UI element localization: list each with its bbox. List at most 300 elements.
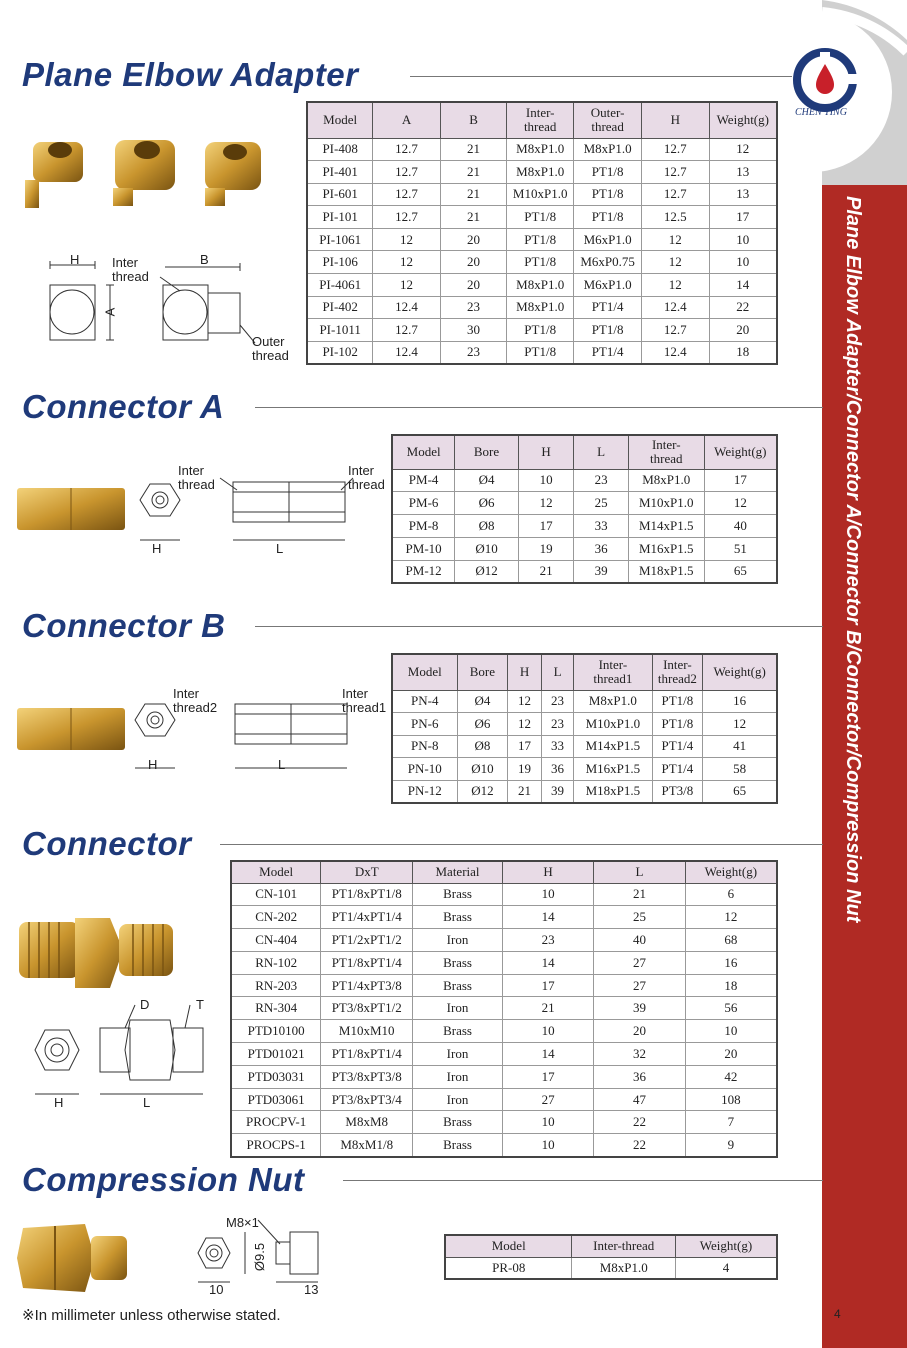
table-cell: PT1/8 [652,690,703,713]
table-cell: 18 [685,974,777,997]
table-cell: 12 [642,274,710,297]
table-cell: 12 [685,906,777,929]
label-width-13: 13 [304,1282,319,1297]
table-cell: 12.7 [373,138,441,161]
column-header: Bore [455,435,519,469]
table-cell: PT1/8 [507,251,574,274]
table-cell: 12 [703,713,777,736]
label-b: B [200,252,209,267]
table-cell: PN-6 [392,713,457,736]
column-header: Weight(g) [709,102,777,138]
table-cell: 68 [685,929,777,952]
column-header: L [541,654,574,690]
table-cell: PT3/8xPT3/4 [321,1088,413,1111]
label-l: L [143,1095,151,1110]
table-cell: 65 [704,560,777,583]
table-cell: 12.7 [373,161,441,184]
table-cell: M18xP1.5 [574,780,652,803]
table-row [392,690,777,713]
table-cell: PT1/8 [507,319,574,342]
table-cell: PTD10100 [231,1020,321,1043]
column-header: Inter- thread2 [652,654,703,690]
label-inter-thread: Inter thread [112,255,149,284]
table-cell: PI-101 [307,206,373,229]
table-row [231,1134,777,1157]
column-header: Weight(g) [704,435,777,469]
connector-table [230,860,778,1158]
column-header: Model [231,861,321,883]
table-row [392,515,777,538]
table-cell: 10 [685,1020,777,1043]
table-cell: PT1/8 [652,713,703,736]
table-cell: 20 [685,1043,777,1066]
label-outer-thread: Outer thread [252,334,289,363]
column-header: Weight(g) [703,654,777,690]
table-row [392,735,777,758]
table-cell: 21 [594,883,685,906]
section-title-connector-b: Connector B [22,607,226,644]
table-cell: 108 [685,1088,777,1111]
table-cell: 21 [440,138,506,161]
table-cell: PT1/8 [507,206,574,229]
table-cell: PI-601 [307,183,373,206]
table-cell: 56 [685,997,777,1020]
table-cell: 39 [574,560,629,583]
table-header-row [392,654,777,690]
table-cell: PT1/8xPT1/4 [321,1043,413,1066]
table-cell: 33 [541,735,574,758]
table-cell: 27 [594,974,685,997]
table-header-row [231,861,777,883]
divider [255,626,823,627]
table-cell: 20 [440,274,506,297]
table-cell: 12.7 [642,319,710,342]
column-header: Inter-thread [572,1235,676,1257]
table-cell: PR-08 [445,1257,572,1279]
table-cell: 21 [440,206,506,229]
section-title-connector-a: Connector A [22,388,225,425]
table-cell: Brass [413,1111,503,1134]
column-header: Model [392,654,457,690]
table-cell: 19 [508,758,542,781]
table-cell: 12.7 [642,138,710,161]
table-cell: 10 [709,251,777,274]
table-cell: Ø4 [455,469,519,492]
table-cell: 21 [440,161,506,184]
table-cell: PI-106 [307,251,373,274]
table-cell: 18 [709,341,777,364]
table-cell: 17 [508,735,542,758]
table-row [307,319,777,342]
table-cell: 32 [594,1043,685,1066]
table-row [231,1065,777,1088]
table-cell: PT1/4xPT1/4 [321,906,413,929]
table-cell: 36 [574,537,629,560]
table-cell: 10 [502,1111,593,1134]
table-cell: RN-304 [231,997,321,1020]
table-cell: M8xP1.0 [574,690,652,713]
table-row [231,883,777,906]
column-header: Model [445,1235,572,1257]
table-cell: 23 [502,929,593,952]
table-cell: Ø10 [455,537,519,560]
table-cell: 12.4 [373,296,441,319]
column-header: H [508,654,542,690]
table-cell: 33 [574,515,629,538]
table-cell: 22 [594,1134,685,1157]
table-cell: PT1/4 [574,341,642,364]
table-cell: 39 [594,997,685,1020]
table-row [392,780,777,803]
table-cell: 13 [709,183,777,206]
table-cell: 12.4 [642,296,710,319]
elbow-table [306,101,778,365]
table-row [231,1088,777,1111]
table-cell: M8xP1.0 [507,296,574,319]
table-row [231,929,777,952]
table-cell: Brass [413,1020,503,1043]
table-cell: RN-102 [231,951,321,974]
table-row [231,951,777,974]
column-header: L [574,435,629,469]
label-l: L [278,757,286,772]
table-cell: M10xP1.0 [507,183,574,206]
column-header: Outer- thread [574,102,642,138]
column-header: L [594,861,685,883]
table-cell: M16xP1.5 [574,758,652,781]
table-cell: 23 [574,469,629,492]
table-cell: 17 [709,206,777,229]
table-cell: Iron [413,929,503,952]
sidebar-red-band [822,185,907,1348]
table-cell: 47 [594,1088,685,1111]
table-cell: PM-8 [392,515,455,538]
table-cell: PTD03061 [231,1088,321,1111]
table-cell: 36 [594,1065,685,1088]
table-cell: M8xM1/8 [321,1134,413,1157]
table-row [392,560,777,583]
column-header: Material [413,861,503,883]
table-cell: 21 [518,560,574,583]
column-header: DxT [321,861,413,883]
column-header: Inter- thread [628,435,704,469]
table-cell: 39 [541,780,574,803]
table-cell: M10xP1.0 [628,492,704,515]
table-cell: 21 [440,183,506,206]
table-cell: 25 [574,492,629,515]
label-h: H [54,1095,64,1110]
table-cell: 30 [440,319,506,342]
table-cell: 51 [704,537,777,560]
connector-photo [15,910,225,1010]
table-row [307,161,777,184]
table-cell: Ø8 [455,515,519,538]
table-cell: PT1/8 [507,341,574,364]
table-cell: 12.7 [642,183,710,206]
table-cell: PT1/8xPT1/8 [321,883,413,906]
table-cell: PM-10 [392,537,455,560]
table-cell: M6xP0.75 [574,251,642,274]
table-cell: 16 [685,951,777,974]
table-cell: M8xP1.0 [507,138,574,161]
table-cell: 12 [508,713,542,736]
table-cell: Brass [413,883,503,906]
table-cell: 22 [709,296,777,319]
table-cell: PT1/4 [652,758,703,781]
table-cell: Ø12 [455,560,519,583]
table-cell: 12 [704,492,777,515]
divider [220,844,823,845]
table-cell: 10 [709,228,777,251]
brand-logo-icon [790,48,860,114]
table-cell: 20 [440,228,506,251]
sidebar-title: Plane Elbow Adapter/Connector A/Connector B/Connector/Compression Nut [842,196,864,923]
label-inter-thread-right: Inter thread [348,463,385,492]
table-cell: CN-404 [231,929,321,952]
table-cell: Ø6 [457,713,508,736]
page-number: 4 [834,1307,841,1321]
table-cell: PT1/8xPT1/4 [321,951,413,974]
table-cell: 12 [373,251,441,274]
table-row [231,974,777,997]
label-diameter: Ø9.5 [252,1242,268,1272]
table-cell: 22 [594,1111,685,1134]
table-cell: PT3/8xPT1/2 [321,997,413,1020]
table-cell: PN-4 [392,690,457,713]
table-cell: PN-12 [392,780,457,803]
table-cell: 14 [709,274,777,297]
table-cell: PTD01021 [231,1043,321,1066]
table-cell: 10 [502,1134,593,1157]
table-cell: 12 [642,251,710,274]
table-cell: M10xP1.0 [574,713,652,736]
table-cell: M6xP1.0 [574,228,642,251]
compression-nut-table [444,1234,778,1280]
table-row [392,758,777,781]
table-cell: 40 [704,515,777,538]
table-cell: 23 [541,690,574,713]
table-cell: Iron [413,997,503,1020]
table-row [231,1020,777,1043]
table-cell: PT1/8 [574,206,642,229]
table-cell: 19 [518,537,574,560]
compression-nut-photo [15,1218,135,1298]
table-cell: Brass [413,1134,503,1157]
table-cell: Iron [413,1065,503,1088]
table-cell: M6xP1.0 [574,274,642,297]
table-cell: M16xP1.5 [628,537,704,560]
table-cell: 12 [709,138,777,161]
column-header: H [518,435,574,469]
table-cell: 12.7 [373,206,441,229]
label-l: L [276,541,284,556]
table-cell: PT1/8 [574,319,642,342]
column-header: H [642,102,710,138]
table-row [392,492,777,515]
table-row [307,341,777,364]
label-h: H [148,757,158,772]
table-cell: 65 [703,780,777,803]
table-cell: PI-401 [307,161,373,184]
column-header: H [502,861,593,883]
table-cell: PT3/8 [652,780,703,803]
elbow-diagram [40,252,270,365]
table-cell: PT1/2xPT1/2 [321,929,413,952]
table-cell: Ø10 [457,758,508,781]
table-cell: 23 [440,341,506,364]
table-cell: 16 [703,690,777,713]
table-row [231,906,777,929]
table-cell: PTD03031 [231,1065,321,1088]
table-cell: 17 [704,469,777,492]
table-cell: 12.7 [373,183,441,206]
table-cell: PN-8 [392,735,457,758]
column-header: Weight(g) [685,861,777,883]
table-cell: 25 [594,906,685,929]
label-inter-thread2: Inter thread2 [173,686,218,715]
label-m8x1: M8×1 [226,1215,259,1230]
column-header: A [373,102,441,138]
table-cell: 12.4 [642,341,710,364]
table-cell: 41 [703,735,777,758]
column-header: Weight(g) [676,1235,778,1257]
table-cell: PT3/8xPT3/8 [321,1065,413,1088]
table-cell: PN-10 [392,758,457,781]
table-cell: 14 [502,951,593,974]
table-cell: 21 [502,997,593,1020]
table-cell: 7 [685,1111,777,1134]
table-header-row [392,435,777,469]
table-cell: PI-4061 [307,274,373,297]
table-row [392,537,777,560]
label-inter-thread-left: Inter thread [178,463,215,492]
section-title-elbow: Plane Elbow Adapter [22,56,359,93]
table-cell: 14 [502,906,593,929]
table-cell: 10 [502,1020,593,1043]
table-cell: PT1/4 [574,296,642,319]
section-title-connector: Connector [22,825,192,862]
table-cell: 21 [508,780,542,803]
table-cell: 12.7 [642,161,710,184]
table-cell: 12 [642,228,710,251]
table-cell: M8xM8 [321,1111,413,1134]
table-cell: 17 [502,974,593,997]
footnote: ※In millimeter unless otherwise stated. [22,1307,281,1324]
table-row [392,469,777,492]
table-cell: M18xP1.5 [628,560,704,583]
table-cell: PM-4 [392,469,455,492]
table-row [307,251,777,274]
table-row [307,228,777,251]
table-cell: PI-402 [307,296,373,319]
table-cell: M8xP1.0 [507,161,574,184]
table-cell: M10xM10 [321,1020,413,1043]
table-cell: PI-1061 [307,228,373,251]
elbow-photos [15,132,275,222]
table-cell: 58 [703,758,777,781]
divider [255,407,823,408]
table-cell: 17 [502,1065,593,1088]
connector-b-table [391,653,778,804]
table-cell: 10 [518,469,574,492]
table-cell: 20 [709,319,777,342]
table-cell: 10 [502,883,593,906]
table-cell: Ø12 [457,780,508,803]
column-header: Bore [457,654,508,690]
column-header: Model [392,435,455,469]
table-cell: 27 [502,1088,593,1111]
table-cell: PT1/8 [507,228,574,251]
table-header-row [445,1235,777,1257]
section-title-compression-nut: Compression Nut [22,1161,305,1198]
table-cell: Ø8 [457,735,508,758]
table-cell: 13 [709,161,777,184]
table-cell: M8xP1.0 [574,138,642,161]
table-cell: PT1/4xPT3/8 [321,974,413,997]
table-cell: M14xP1.5 [628,515,704,538]
table-cell: 12 [373,274,441,297]
table-cell: 6 [685,883,777,906]
table-cell: 12.5 [642,206,710,229]
table-cell: Ø4 [457,690,508,713]
divider [410,76,792,77]
table-row [392,713,777,736]
table-row [307,274,777,297]
table-row [307,138,777,161]
table-cell: PM-12 [392,560,455,583]
table-cell: 20 [594,1020,685,1043]
connector-a-table [391,434,778,584]
table-row [231,1111,777,1134]
table-cell: PI-1011 [307,319,373,342]
label-h: H [70,252,80,267]
label-width-10: 10 [209,1282,224,1297]
table-cell: 17 [518,515,574,538]
table-cell: PROCPS-1 [231,1134,321,1157]
column-header: Model [307,102,373,138]
table-row [307,296,777,319]
table-cell: 12 [373,228,441,251]
column-header: Inter- thread [507,102,574,138]
table-cell: Ø6 [455,492,519,515]
column-header: B [440,102,506,138]
table-cell: 23 [541,713,574,736]
table-row [231,1043,777,1066]
table-cell: 42 [685,1065,777,1088]
table-cell: 27 [594,951,685,974]
table-cell: 12.4 [373,341,441,364]
table-row [445,1257,777,1279]
table-cell: 14 [502,1043,593,1066]
table-cell: PI-408 [307,138,373,161]
table-cell: PT1/8 [574,161,642,184]
table-row [307,206,777,229]
table-cell: PROCPV-1 [231,1111,321,1134]
connector-diagram [25,997,225,1110]
table-cell: Brass [413,951,503,974]
table-cell: CN-202 [231,906,321,929]
table-cell: 9 [685,1134,777,1157]
table-row [231,997,777,1020]
table-cell: PM-6 [392,492,455,515]
table-cell: Iron [413,1088,503,1111]
table-cell: Brass [413,906,503,929]
column-header: Inter- thread1 [574,654,652,690]
table-cell: 20 [440,251,506,274]
label-inter-thread1: Inter thread1 [342,686,387,715]
table-cell: CN-101 [231,883,321,906]
divider [343,1180,823,1181]
